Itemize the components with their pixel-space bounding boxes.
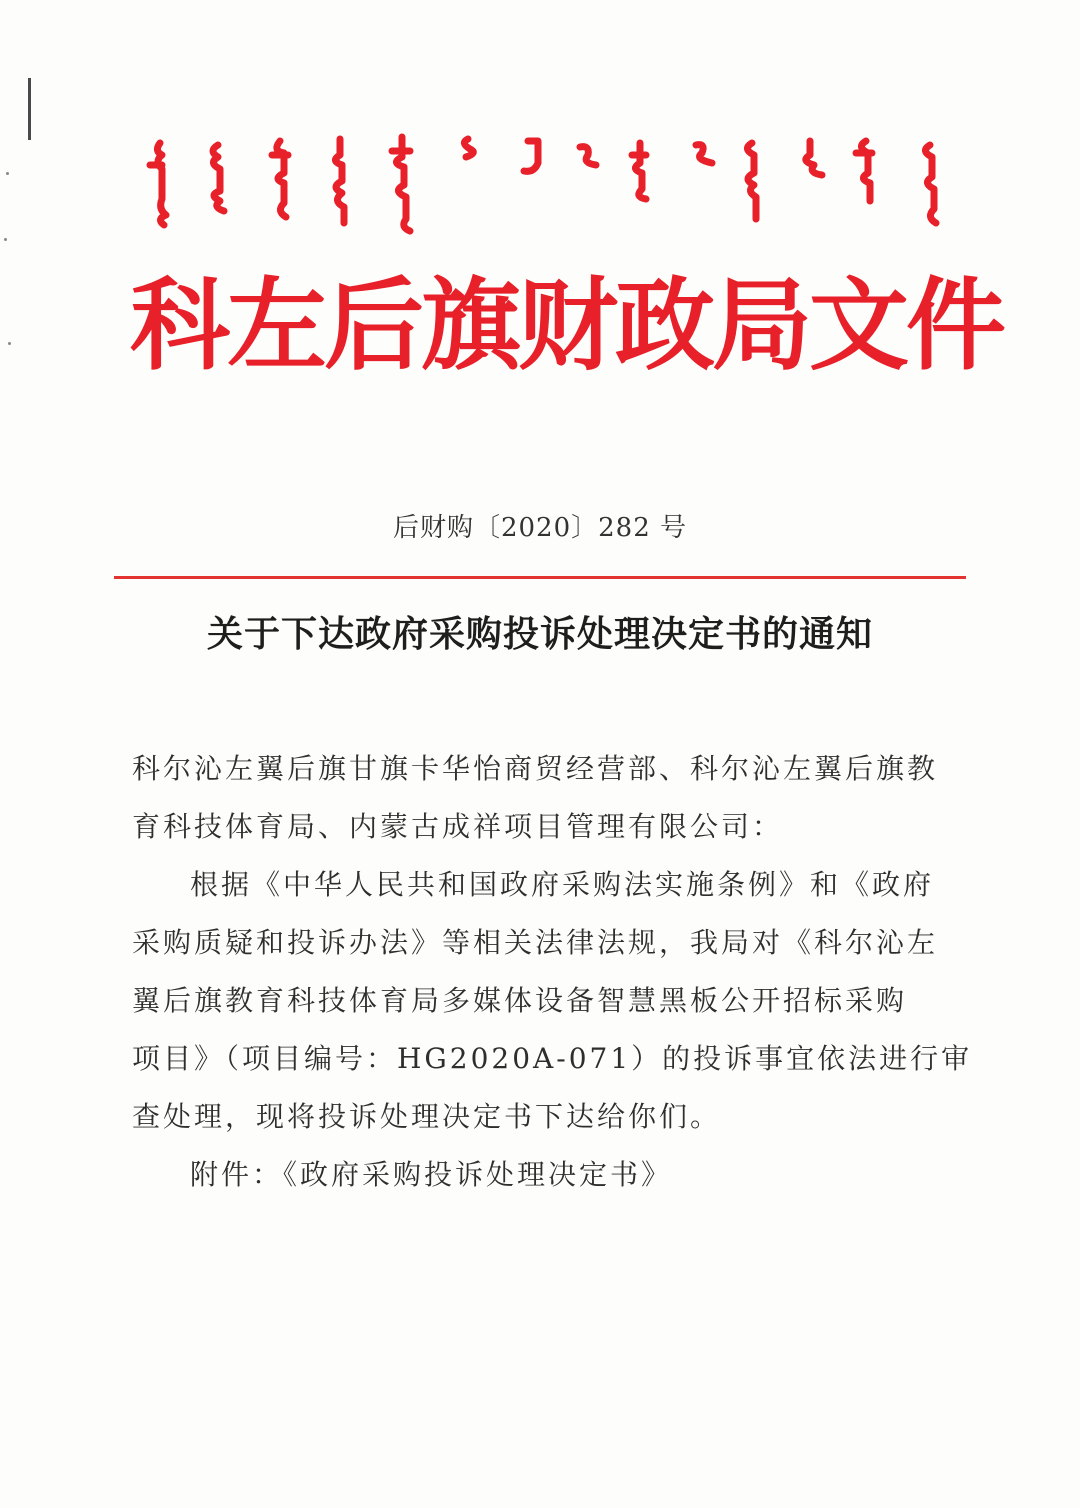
red-divider [114,576,966,579]
notice-title: 关于下达政府采购投诉处理决定书的通知 [206,613,873,655]
paragraph-line: 项目》（项目编号：HG2020A-071）的投诉事宜依法进行审 [132,1042,973,1075]
scan-speck [8,342,11,345]
paragraph-line: 采购质疑和投诉办法》等相关法律法规，我局对《科尔沁左 [132,926,939,959]
addressee-line: 科尔沁左翼后旗甘旗卡华怡商贸经营部、科尔沁左翼后旗教 [132,752,939,785]
paragraph-line: 根据《中华人民共和国政府采购法实施条例》和《政府 [190,868,935,901]
scan-speck [4,238,7,241]
notice-body [132,740,973,1204]
scan-edge-mark [28,78,31,140]
addressee-line: 育科技体育局、内蒙古成祥项目管理有限公司： [132,810,784,843]
agency-title: 科左后旗财政局文件 [130,266,1003,384]
mongolian-title [140,125,960,255]
document-number: 后财购〔2020〕282 号 [392,513,688,543]
scan-speck [6,172,9,175]
mongolian-script-glyphs [140,125,960,255]
paragraph-line: 查处理，现将投诉处理决定书下达给你们。 [132,1100,722,1133]
attachment-line: 附件：《政府采购投诉处理决定书》 [190,1158,673,1191]
paragraph-line: 翼后旗教育科技体育局多媒体设备智慧黑板公开招标采购 [132,984,908,1017]
